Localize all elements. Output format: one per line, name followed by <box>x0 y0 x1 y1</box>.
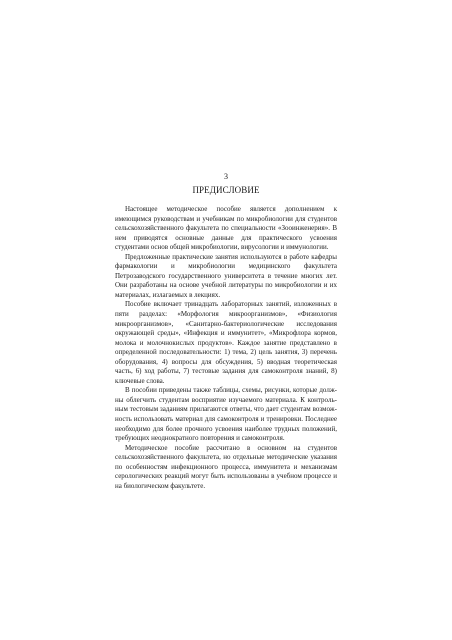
preface-body <box>115 205 337 491</box>
paragraph-1: Настоящее методическое пособие является дополнением к имеющимся руководствам и учебникам по микробиологии для студентов сельскохозяйственного факультета по специальности «Зооинженерия». В нем приводятся основные данные для практического усвоения студентами основ общей микробиологии, вирусологии и иммунологии. <box>115 205 337 252</box>
paragraph-5: Методическое пособие рассчитано в основном на студентов сельскохозяйственного факультета, но отдельные методические указания по особенностям инфекционного процесса, иммунитета и механизмам серологических реакций могут быть использованы в учебном процессе и на биологическом факультете. <box>115 443 337 490</box>
paragraph-4: В пособии приведены также таблицы, схемы, рисунки, которые должны облегчить студентам восприятие изучаемого материала. К контрольным тестовым заданиям прилагаются ответы, что дает студентам возможность использовать материал для самоконтроля и тренировки. Последнее необходимо для более прочного усвоения наиболее трудных положений, требующих неоднократного повторения и самоконтроля. <box>115 386 337 443</box>
page-heading: ПРЕДИСЛОВИЕ <box>192 185 260 195</box>
paragraph-3: Пособие включает тринадцать лабораторных занятий, изложенных в пяти разделах: «Морфология микроорганизмов», «Физиология микроорганизмов», «Санитарно-бактериологические исследования окружающей среды», «Инфекция и иммунитет», «Микрофлора кормов, молока и молочнокислых продуктов». Каждое занятие представлено в определенной последовательности: 1) тема, 2) цель занятия, 3) перечень оборудования, 4) вопросы для обсуждения, 5) вводная теоретическая часть, 6) ход работы, 7) тестовые задания для самоконтроля знаний, 8) ключевые слова. <box>115 300 337 385</box>
page-number: 3 <box>224 172 228 181</box>
paragraph-2: Предложенные практические занятия используются в работе кафедры фармакологии и микробиологии медицинского факультета Петрозаводского государственного университета в течение многих лет. Они разработаны на основе учебной литературы по микробиологии и их материалах, излагаемых в лекциях. <box>115 252 337 299</box>
